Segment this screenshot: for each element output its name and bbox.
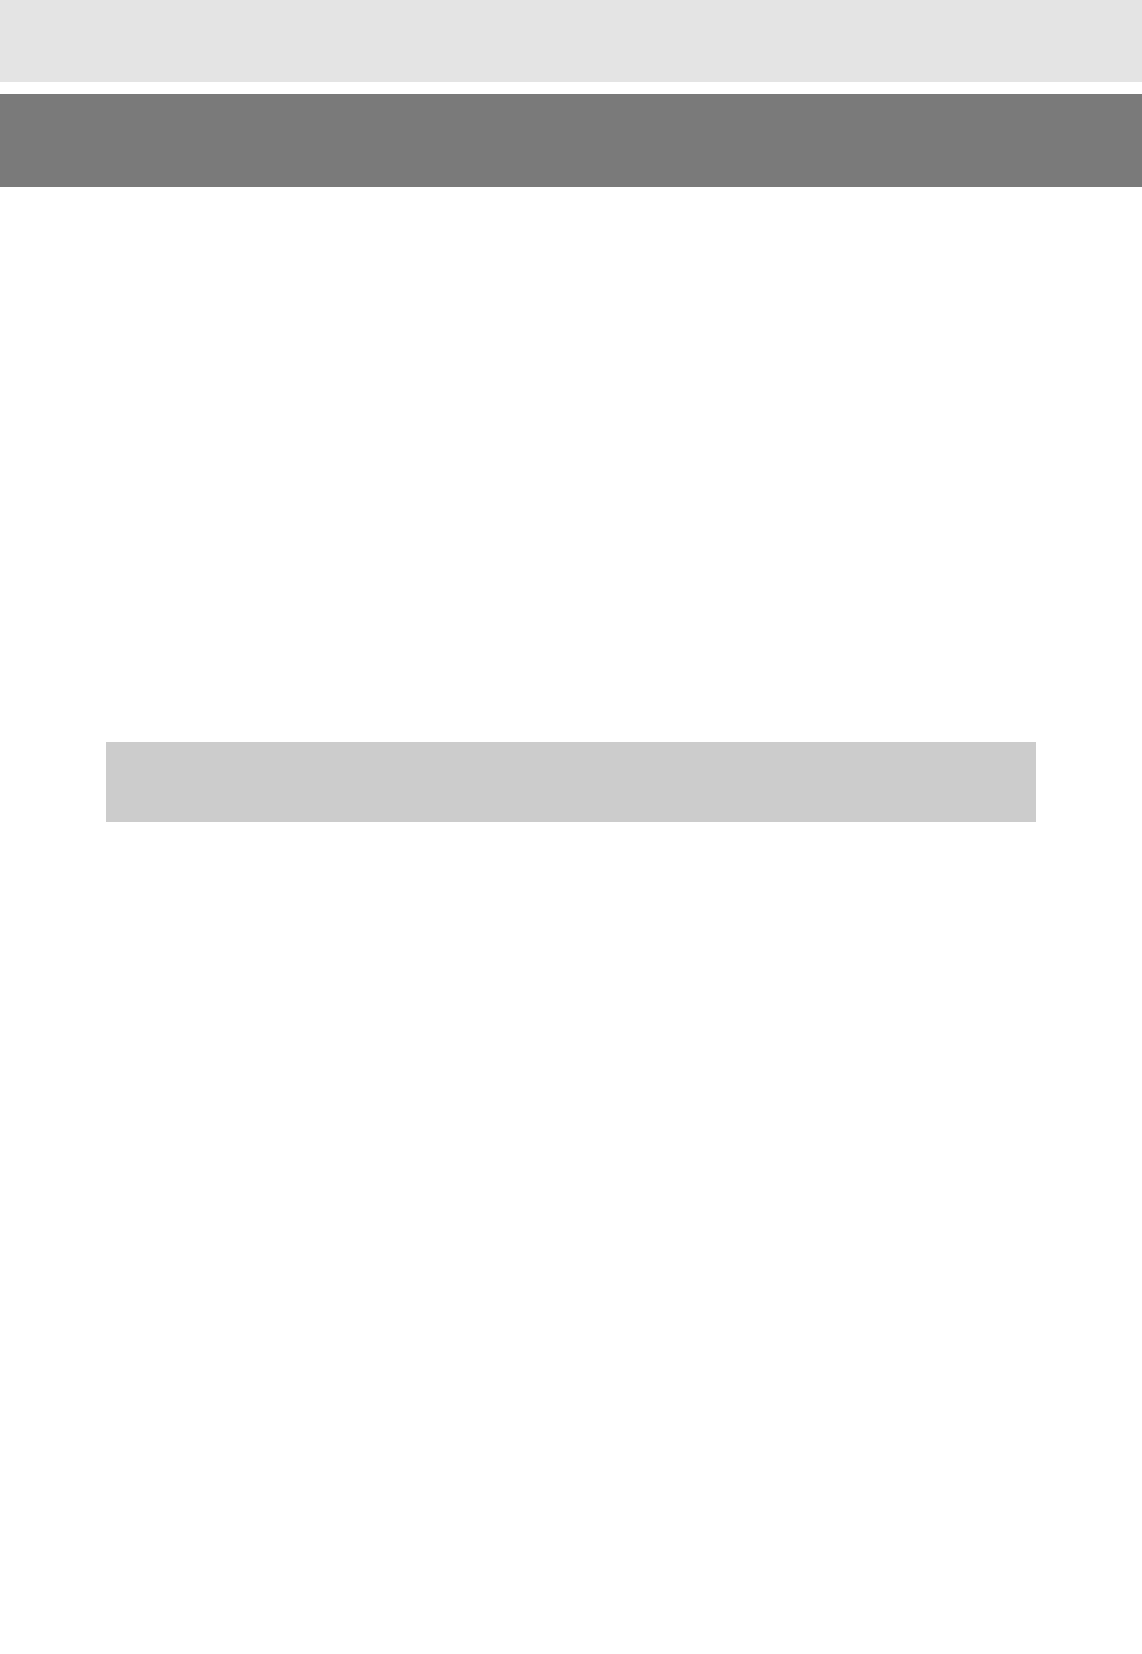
light-bulbs-banner [106,742,1036,822]
header-band [0,0,1142,82]
header-gray-bar [0,94,1142,187]
